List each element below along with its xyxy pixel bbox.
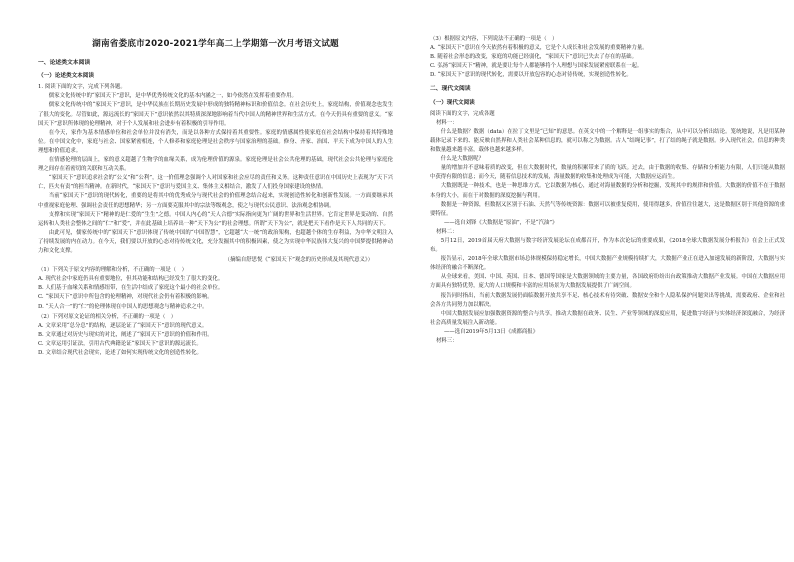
passage-paragraph: 支撑和实现“家国天下”精神的是仁爱的“生生”之德。中国人内心的“天人合德”实际指向更为广阔的世界和生活世界。它肯定世界是变动的、自然运转和人类社会整体之间的“仁”和“爱”，并在此基础上培养出一种“天下为公”的社会理想。所谓“天下为公”，就是把天下看作是天下人共同的天下。 (38, 211, 393, 227)
section-heading-2: 二、现代文阅读 (430, 86, 471, 93)
material-2-paragraph: 报告同时指出，当前大数据发展仍面临数据开放共享不足、核心技术有待突破、数据安全和个人隐私保护问题突出等挑战，需要政府、企业和社会各方共同努力加以解决。 (430, 292, 785, 308)
exam-title: 湖南省娄底市2020-2021学年高二上学期第一次月考语文试题 (92, 39, 339, 49)
passage-paragraph: “家国天下”意识追求社会的“公义”和“公利”，这一价值理念强调个人对国家和社会应尽的责任和义务。这种责任意识在中国历史上表现为“天下兴亡，匹夫有责”的担当精神。在新时代，“家国天下”意识与爱国主义、集体主义相结合，激发了人们投身国家建设的热情。 (38, 175, 393, 191)
material-1-paragraph: 什么是大数据呢？ (440, 156, 484, 163)
material-2-label: 材料二： (436, 228, 458, 235)
question-3-option-a: A. “家国天下”意识在今天依然有着积极的意义，它是个人成长和社会发展的重要精神力量。 (430, 45, 648, 52)
subsection-heading-1: （一）论述类文本阅读 (38, 73, 94, 80)
passage-paragraph: 由此可见，儒家传统中的“家国天下”意识体现了传统中国的“中国智慧”，它超越“大一统”的政治架构，也超越个体的生存利益，为中华文明注入了持续发展的内在动力。在今天，我们要以开放的心态对待传统文化，充分发掘其中的积极因素，使之为实现中华民族伟大复兴的中国梦提供精神动力和文化支撑。 (38, 229, 393, 254)
passage-paragraph: 儒家文化传统中的“家国天下”意识，是中华优秀传统文化的基本内涵之一，如今依然在发挥着重要作用。 (48, 93, 297, 100)
question-2-option-a: A. 文章采用“总分总”的结构，逐层论证了“家国天下”意识的现代意义。 (38, 322, 208, 329)
passage-source: （摘编自舒思悦《“家国天下”观念的历史形成及其现代意义》） (224, 257, 373, 264)
question-2-option-c: C. 文章运用引证法，引用古代典籍论证“家国天下”意识的源远流长。 (38, 340, 202, 347)
question-3-option-b: B. 随着社会形态的改变，家庭的功能已经弱化，“家国天下”意识已失去了存在的基础。 (430, 54, 637, 61)
material-2-paragraph: 报告显示，2018年全球大数据市场总体规模保持稳定增长，中国大数据产业规模持续扩大，大数据产业正在进入加速发展的新阶段，大数据与实体经济的融合不断深化。 (430, 256, 785, 272)
question-1-option-b: B. 人们基于血缘关系和情感纽带，在生活中结成了家庭这个最小的社会单位。 (38, 285, 224, 292)
material-1-paragraph: 什么是数据？数据（data）在拉丁文里是“已知”的意思。在英文中的一个解释是一组事实的集合，从中可以分析出结论。笼统地说，凡是用某种载体记录下来的、能反映自然界和人类社会某种信息的，就可以称之为数据。古人“结绳记事”，打了结的绳子就是数据。步入现代社会，信息的种类和数量越来越丰富，载体也越来越多样。 (430, 128, 785, 154)
question-3-option-c: C. 弘扬“家国天下”精神，就是要让每个人都能够将个人理想与国家发展紧密联系在一起。 (430, 63, 643, 70)
material-1-paragraph: 大数据既是一种技术，也是一种思维方式。它以数据为核心，通过对海量数据的分析和挖掘，发现其中的规律和价值。大数据的价值不在于数据本身的大小，而在于对数据的深度挖掘与利用。 (430, 183, 785, 199)
material-1-paragraph: 数据是一种资源，但数据又区别于石油、天然气等传统资源：数据可以被重复使用，使用得越多，价值往往越大，这是数据区别于其他资源的重要特征。 (430, 201, 785, 217)
question-intro: 1. 阅读下面的文字，完成下列各题。 (38, 84, 126, 91)
left-column (38, 36, 393, 358)
passage-paragraph: 在今天，家作为基本情感单位和社会单位并没有消失，而是以各种方式保持着其重要性。家庭的情感属性使家庭在社会结构中保持着其特殊地位。在中国文化中，家庭与社会、国家紧密相连，个人修养和家庭伦理是社会秩序与国家治理的基础。修身、齐家、治国、平天下成为中国人的人生理想和价值追求。 (38, 129, 393, 154)
passage-paragraph: 当前“家国天下”意识的现代转化，重要的是将其中的优秀成分与现代社会的价值理念结合起来，实现创造性转化和创新性发展。一方面要继承其中重视家庭伦理、强调社会责任的思想精华；另一方面要克服其中的宗法等级观念，使之与现代公民意识、法治观念相协调。 (38, 193, 393, 209)
material-2-paragraph: 中国大数据发展应加强数据资源的整合与共享，推动大数据在政务、民生、产业等领域的深度应用，促进数字经济与实体经济深度融合，为经济社会高质量发展注入新动能。 (430, 310, 785, 326)
question-2-option-b: B. 文章通过对历史与现实的对比，阐述了“家国天下”意识的价值和作用。 (38, 331, 213, 338)
subsection-heading-2: （一）现代文阅读 (430, 99, 475, 106)
material-1-paragraph: 量的增加并不意味着质的改变，但在大数据时代，数量的积累带来了质的飞跃。过去，由于数据的收集、存储和分析能力有限，人们只能从数据中获得有限的信息；而今天，随着信息技术的发展，海量数据的收集和处理成为可能，大数据应运而生。 (430, 165, 785, 181)
passage-paragraph: 儒家文化传统中的“家国天下”意识，是中华民族在长期历史发展中形成的独特精神标识和价值信念。在社会历史上，家庭结构，价值观念也发生了很大的变化。尽管如此，源远流长的“家国天下”意识依然以其特质深深地影响着当代中国人的精神世界和生活方式。在今天仍具有重要的意义。“家国天下”意识所体现的伦理精神，对于个人发展和社会进步有着积极的引导作用。 (38, 102, 393, 127)
material-2-paragraph: 从全球来看，美国、中国、英国、日本、德国等国家是大数据领域的主要力量，各国政府纷纷出台政策推动大数据产业发展。中国在大数据应用方面具有独特优势，庞大的人口规模和丰富的应用场景为大数据发展提供了广阔空间。 (430, 274, 785, 290)
passage-paragraph: 在情感伦理的层面上，家的意义超越了生物学的血缘关系，成为伦理价值的源泉。家庭伦理是社会公共伦理的基础，现代社会公共伦理与家庭伦理之间存在着密切的关联和互动关系。 (38, 157, 393, 173)
material-3-label: 材料三： (436, 338, 458, 344)
question-3-option-d: D. “家国天下”意识的现代转化，需要以开放包容的心态对待传统，实现创造性转化。 (430, 72, 632, 79)
section-heading-1: 一、论述类文本阅读 (38, 60, 91, 67)
material-1-source: ——选自刘锋《大数据是“原油”，不是“汽油”》 (444, 219, 558, 226)
question-intro-2: 阅读下面的文字，完成各题 (430, 110, 495, 117)
material-2-paragraph: 5月12日，2019首届天府大数据与数字经济发展论坛在成都召开，作为本次论坛的重要成果，《2018全球大数据发展分析报告》在会上正式发布。 (430, 237, 785, 254)
question-1-option-d: D. “天人合一”的“仁”的伦理体现在中国人的思想观念与精神追求之中。 (38, 303, 208, 310)
question-1-stem: （1）下列关于原文内容的理解和分析，不正确的一项是（ ） (38, 267, 187, 274)
question-3-stem: （3）根据原文内容，下列说法不正确的一项是（ ） (430, 36, 558, 42)
material-2-source: ——选自2019年5月13日《成都商报》 (444, 328, 539, 335)
right-column (430, 34, 785, 346)
material-1-label: 材料一： (436, 119, 458, 126)
question-1-option-a: A. 现代社会中家庭仍具有重要地位，但其功能和结构已经发生了很大的变化。 (38, 276, 224, 283)
question-2-option-d: D. 文章结合现代社会现实，论述了如何实现传统文化的创造性转化。 (38, 350, 202, 356)
question-1-option-c: C. “家国天下”意识中所包含的伦理精神，对现代社会仍有着积极的影响。 (38, 294, 213, 301)
question-2-stem: （2）下列对原文论证的相关分析，不正确的一项是（ ） (38, 313, 177, 320)
